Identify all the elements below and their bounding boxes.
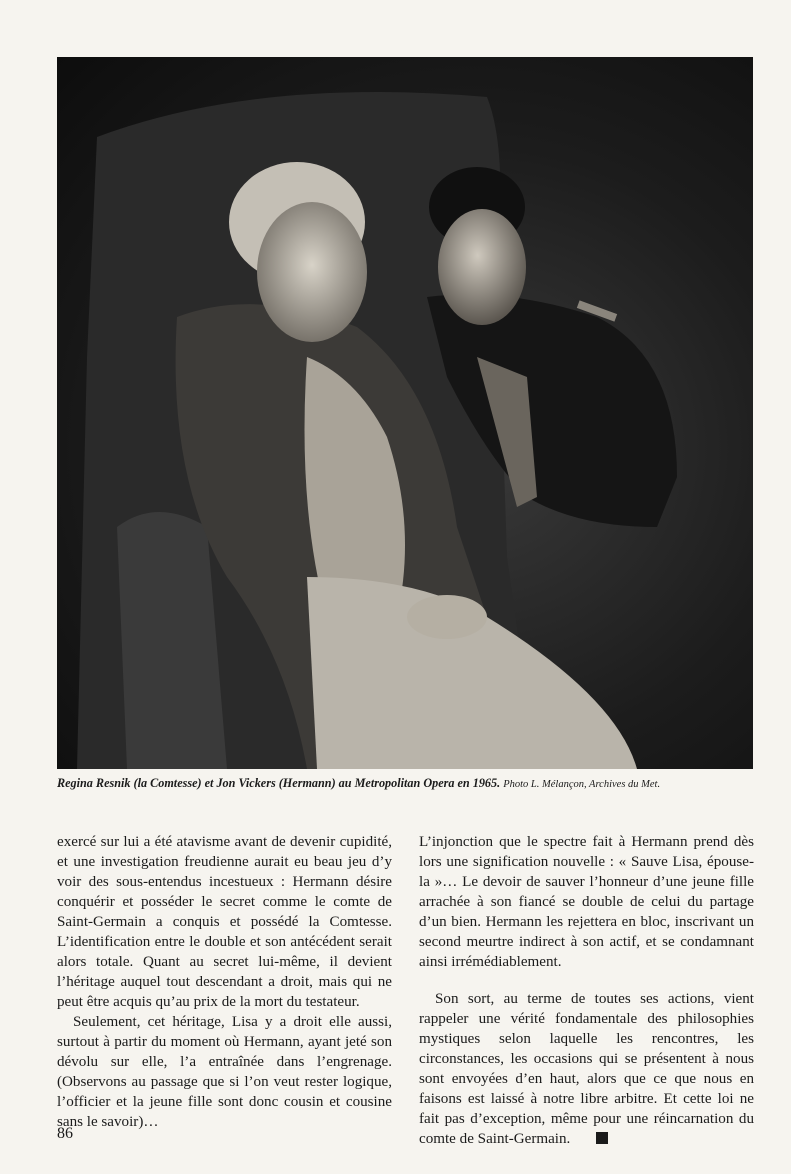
countess-face <box>257 202 367 342</box>
opera-photograph <box>57 57 753 769</box>
countess-hands <box>407 595 487 639</box>
photo-caption <box>57 775 747 793</box>
caption-main: Regina Resnik (la Comtesse) et Jon Vickers (Hermann) au Metropolitan Opera en 1965. <box>57 776 501 790</box>
hermann-face <box>438 209 526 325</box>
photo-illustration <box>57 57 753 769</box>
left-paragraph-1: exercé sur lui a été atavisme avant de devenir cupidité, et une investigation freudienne aurait eu beau jeu d’y voir des sous-entendus incestueux : Hermann désire conquérir et posséder le secret comme le comte de Saint-Germain a conquis et possédé la Comtesse. L’identification entre le double et son antécédent serait alors totale. Quant au secret lui-même, il devient l’héritage auquel tout descendant a droit, mais qui ne peut être acquis qu’au prix de la mort du testateur. <box>57 834 392 1010</box>
right-text-column <box>419 832 754 1149</box>
caption-credit: Photo L. Mélançon, Archives du Met. <box>503 779 661 790</box>
end-of-article-mark <box>596 1132 608 1144</box>
page-number: 86 <box>57 1125 73 1142</box>
right-paragraph-2-text: Son sort, au terme de toutes ses actions, vient rappeler une vérité fondamentale des philosophies mystiques selon laquelle les rencontres, les circonstances, les occasions qui se présentent à nous sont envoyées d’en haut, alors que ce que nous en faisons est laissé à notre libre arbitre. Et cette loi ne fait pas d’exception, même pour une réincarnation du comte de Saint-Germain. <box>419 991 754 1147</box>
right-paragraph-1: L’injonction que le spectre fait à Hermann prend dès lors une signification nouvelle : « Sauve Lisa, épouse-la »… Le devoir de sauver l’honneur d’une jeune fille arrachée à son fiancé se double de celui du partage d’un bien. Hermann les rejettera en bloc, inscrivant un second meurtre indirect à son actif, et se condamnant ainsi irrémédiablement. <box>419 834 754 970</box>
paragraph-gap <box>419 972 754 989</box>
left-paragraph-2: Seulement, cet héritage, Lisa y a droit elle aussi, surtout à partir du moment où Hermann, ayant jeté son dévolu sur elle, l’a entraînée dans l’engrenage. (Observons au passage que si l’on veut rester logique, l’officier et la jeune fille sont donc cousin et cousine sans le savoir)… <box>57 1014 392 1130</box>
left-text-column <box>57 832 392 1132</box>
right-paragraph-2 <box>419 989 754 1149</box>
